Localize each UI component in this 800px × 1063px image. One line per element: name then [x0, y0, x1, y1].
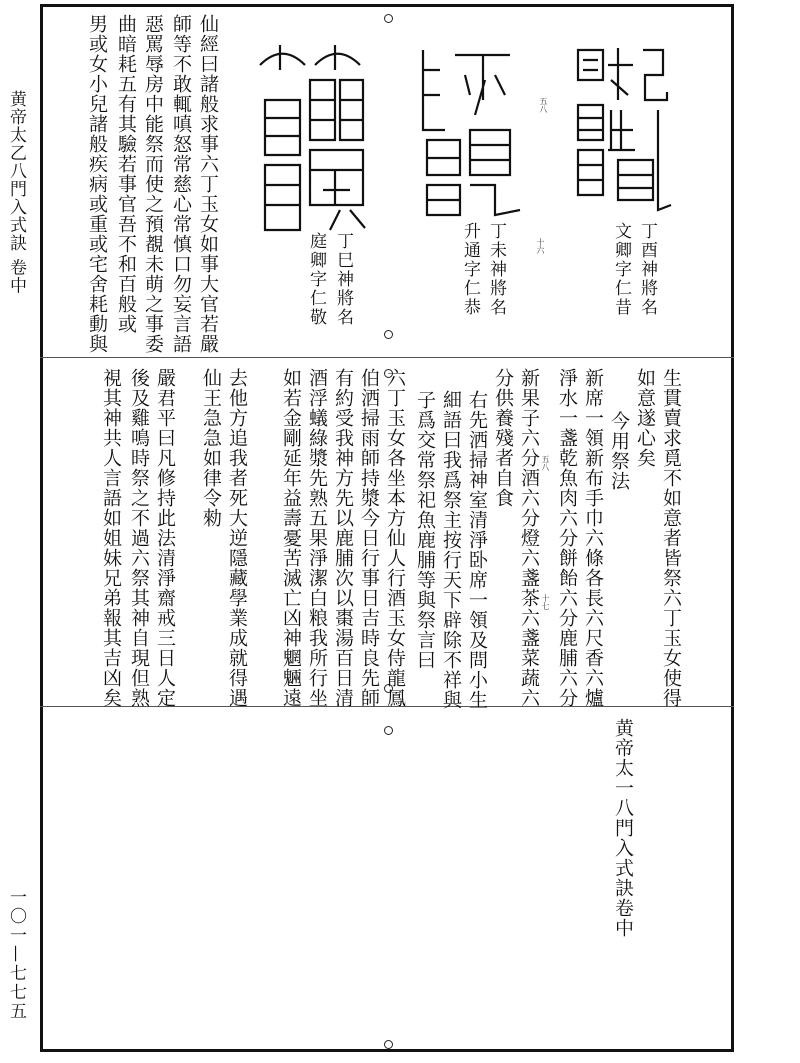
upper-text-col-1: 仙經曰諸般求事六丁玉女如事大官若嚴 [197, 14, 219, 354]
middle-text-col-20: 視其神共人言語如姐妹兄弟報其吉凶矣 [100, 368, 122, 708]
charm-1-caption-1: 丁酉神將名 [637, 222, 657, 317]
upper-text-col-2: 師等不敢輒嗔怒常慈心常慎口勿妄言語 [170, 14, 192, 354]
talisman-seal-icon-2 [415, 40, 525, 220]
middle-text-col-19: 後及雞鳴時祭之不過六祭其神自現但熟 [128, 368, 150, 708]
binding-hole-6 [384, 1040, 393, 1049]
middle-note-2: 十七 [541, 594, 550, 610]
middle-text-col-17: 仙王急急如律令勑 [200, 368, 222, 528]
upper-text-col-5: 男或女小兒諸般疾病或重或宅舍耗動與 [86, 14, 108, 354]
middle-text-col-11: 六丁玉女各坐本方仙人行酒玉女侍龍鳳 [384, 368, 406, 708]
middle-text-col-7: 分供養殘者自食 [492, 368, 514, 508]
middle-text-col-2: 如意遂心矣 [634, 368, 656, 468]
middle-text-col-10: 子爲交常祭祀魚鹿脯等與祭言曰 [414, 390, 436, 670]
upper-text-col-3: 惡罵辱房中能祭而使之預覩未萌之事委 [142, 14, 164, 354]
margin-page-number: 一〇一—七七五 [6, 888, 26, 1021]
middle-text-col-14: 酒浮蟻綠漿先熟五果淨潔白粮我所行坐 [306, 368, 328, 708]
charm-3-caption-2: 庭卿字仁敬 [306, 232, 326, 327]
closing-title: 黄帝太一八門入式訣卷中 [612, 718, 634, 938]
middle-text-col-9: 細語曰我爲祭主按行天下辟除不祥與 [440, 390, 462, 710]
charm-2-caption-1: 丁未神將名 [486, 222, 506, 317]
middle-text-col-15: 如若金剛延年益壽憂苦滅亡凶神魍魎遠 [280, 368, 302, 708]
middle-text-col-4: 新席一領新布手巾六條各長六尺香六爐 [582, 368, 604, 708]
upper-text-col-4: 曲暗耗五有其驗若事官吾不和百般或 [115, 14, 137, 334]
middle-text-col-5: 淨水一盞乾魚肉六分餅飴六分鹿脯六分 [556, 368, 578, 708]
middle-text-col-16: 去他方追我者死大逆隱藏學業成就得遇 [226, 368, 248, 708]
middle-text-col-8: 右先洒掃神室清淨卧席一領及問小生 [466, 390, 488, 710]
middle-text-col-13: 有約受我神方先以鹿脯次以棗湯百日清 [332, 368, 354, 708]
charm-2-caption-2: 升通字仁恭 [460, 222, 480, 317]
binding-hole-1 [384, 14, 393, 23]
middle-text-col-1: 生貫賣求覓不如意者皆祭六丁玉女使得 [660, 368, 682, 708]
charm-2-number: 五八 [539, 97, 548, 113]
middle-note-1: 五八 [541, 455, 550, 471]
margin-book-title: 黄帝太乙八門入式訣 卷中 [6, 90, 26, 295]
charm-3-caption-1: 丁巳神將名 [333, 232, 353, 327]
binding-hole-2 [384, 330, 393, 339]
fold-line-upper [40, 357, 734, 358]
binding-hole-5 [384, 726, 393, 735]
talisman-seal-icon-3 [255, 40, 370, 235]
middle-text-col-18: 嚴君平曰凡修持此法清淨齋戒三日人定 [154, 368, 176, 708]
middle-text-col-3: 今用祭法 [608, 411, 630, 491]
charm-1-caption-2: 文卿字仁昔 [611, 222, 631, 317]
charm-1-number: 十六 [536, 238, 545, 254]
middle-text-col-6: 新果子六分酒六分燈六盞茶六盞菜蔬六 [518, 368, 540, 708]
talisman-seal-icon-1 [563, 40, 673, 215]
middle-text-col-12: 伯洒掃雨師持漿今日行事日吉時良先師 [358, 368, 380, 708]
